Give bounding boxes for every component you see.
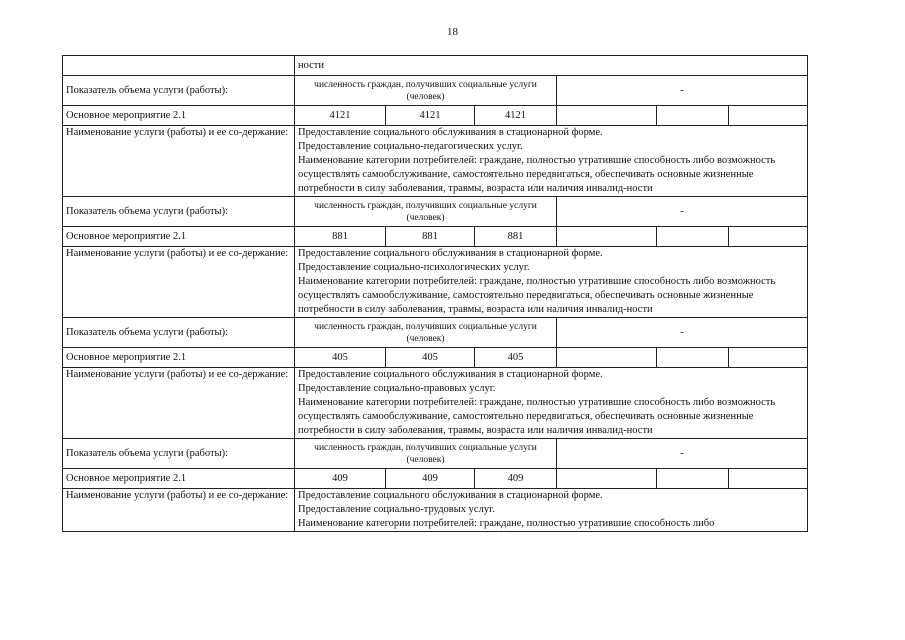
service-line: Предоставление социального обслуживания в стационарной форме.: [298, 490, 603, 501]
service-description: [295, 247, 808, 318]
measure-value: 409: [386, 469, 475, 489]
measure-value: 405: [386, 348, 475, 368]
measure-empty-cell: [657, 227, 729, 247]
service-row: [63, 368, 808, 439]
service-description: [295, 368, 808, 439]
measure-value: 4121: [386, 106, 475, 126]
measure-value: 405: [475, 348, 557, 368]
service-line: Предоставление социального обслуживания в стационарной форме.: [298, 369, 603, 380]
measure-empty-cell: [557, 348, 657, 368]
indicator-row: [63, 439, 808, 469]
indicator-text: численность граждан, получивших социальные услуги (человек): [295, 197, 557, 227]
measure-value: 881: [386, 227, 475, 247]
page-number: 18: [447, 26, 458, 38]
measure-row: [63, 106, 808, 126]
indicator-label: Показатель объема услуги (работы):: [63, 76, 295, 106]
service-description: [295, 489, 808, 532]
measure-empty-cell: [557, 469, 657, 489]
measure-label: Основное мероприятие 2.1: [63, 227, 295, 247]
measure-label: Основное мероприятие 2.1: [63, 106, 295, 126]
service-line: Наименование категории потребителей: граждане, полностью утратившие способность либо возможность осуществлять самообслуживание, самостоятельно передвигаться, обеспечивать основные жизненные потребности в силу заболевания, травмы, возраста или наличия инвалид-ности: [298, 155, 776, 194]
service-line: Наименование категории потребителей: граждане, полностью утратившие способность либо возможность осуществлять самообслуживание, самостоятельно передвигаться, обеспечивать основные жизненные потребности в силу заболевания, травмы, возраста или наличия инвалид-ности: [298, 276, 776, 315]
service-line: Предоставление социально-психологических услуг.: [298, 262, 530, 273]
measure-label: Основное мероприятие 2.1: [63, 348, 295, 368]
measure-value: 881: [295, 227, 386, 247]
service-line: Наименование категории потребителей: граждане, полностью утратившие способность либо: [298, 518, 715, 529]
indicator-text: численность граждан, получивших социальные услуги (человек): [295, 318, 557, 348]
measure-empty-cell: [729, 106, 808, 126]
indicator-label: Показатель объема услуги (работы):: [63, 439, 295, 469]
indicator-value: -: [557, 318, 808, 348]
measure-empty-cell: [729, 348, 808, 368]
indicator-text: численность граждан, получивших социальные услуги (человек): [295, 76, 557, 106]
measure-empty-cell: [657, 469, 729, 489]
service-row: [63, 126, 808, 197]
service-label: Наименование услуги (работы) и ее со-держание:: [63, 368, 295, 439]
measure-value: 881: [475, 227, 557, 247]
service-label: Наименование услуги (работы) и ее со-держание:: [63, 126, 295, 197]
indicator-value: -: [557, 76, 808, 106]
service-label: Наименование услуги (работы) и ее со-держание:: [63, 489, 295, 532]
measure-empty-cell: [657, 106, 729, 126]
measure-empty-cell: [557, 106, 657, 126]
measure-empty-cell: [557, 227, 657, 247]
measure-empty-cell: [729, 227, 808, 247]
indicator-value: -: [557, 197, 808, 227]
service-line: Предоставление социально-педагогических услуг.: [298, 141, 523, 152]
continuation-row: [63, 56, 808, 76]
service-line: Предоставление социально-правовых услуг.: [298, 383, 496, 394]
measure-empty-cell: [729, 469, 808, 489]
indicator-label: Показатель объема услуги (работы):: [63, 318, 295, 348]
service-line: Предоставление социального обслуживания в стационарной форме.: [298, 127, 603, 138]
services-table: [62, 55, 808, 532]
measure-label: Основное мероприятие 2.1: [63, 469, 295, 489]
measure-value: 409: [475, 469, 557, 489]
indicator-text: численность граждан, получивших социальные услуги (человек): [295, 439, 557, 469]
indicator-row: [63, 197, 808, 227]
continuation-cell: ности: [295, 56, 808, 76]
service-row: [63, 247, 808, 318]
service-row: [63, 489, 808, 532]
indicator-row: [63, 318, 808, 348]
measure-value: 4121: [475, 106, 557, 126]
service-label: Наименование услуги (работы) и ее со-держание:: [63, 247, 295, 318]
measure-value: 405: [295, 348, 386, 368]
indicator-row: [63, 76, 808, 106]
measure-row: [63, 227, 808, 247]
services-table-body: [63, 56, 808, 532]
indicator-value: -: [557, 439, 808, 469]
service-description: [295, 126, 808, 197]
service-line: Предоставление социального обслуживания в стационарной форме.: [298, 248, 603, 259]
measure-row: [63, 348, 808, 368]
continuation-empty-cell: [63, 56, 295, 76]
measure-value: 409: [295, 469, 386, 489]
service-line: Предоставление социально-трудовых услуг.: [298, 504, 495, 515]
measure-value: 4121: [295, 106, 386, 126]
indicator-label: Показатель объема услуги (работы):: [63, 197, 295, 227]
measure-row: [63, 469, 808, 489]
service-line: Наименование категории потребителей: граждане, полностью утратившие способность либо возможность осуществлять самообслуживание, самостоятельно передвигаться, обеспечивать основные жизненные потребности в силу заболевания, травмы, возраста или наличия инвалид-ности: [298, 397, 776, 436]
measure-empty-cell: [657, 348, 729, 368]
